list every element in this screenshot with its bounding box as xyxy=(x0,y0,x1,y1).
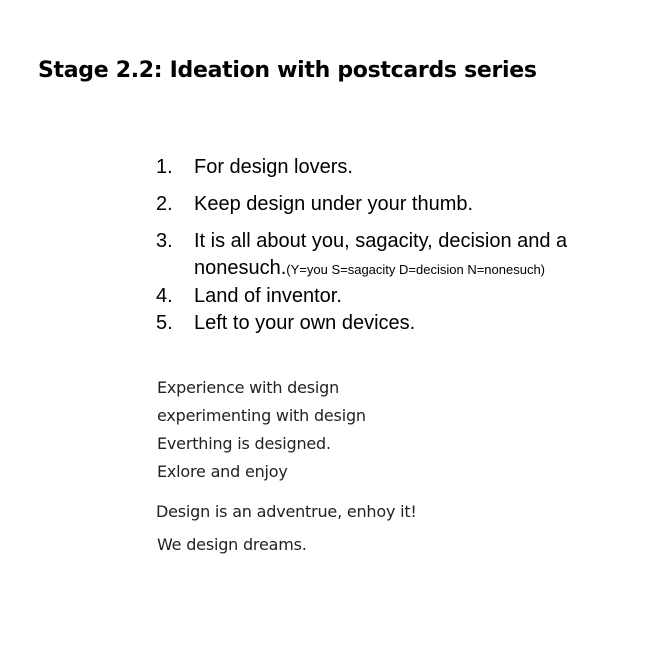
extra-line: Design is an adventrue, enhoy it! xyxy=(156,502,417,521)
list-note: (Y=you S=sagacity D=decision N=nonesuch) xyxy=(286,262,546,277)
extra-line: experimenting with design xyxy=(157,406,366,425)
list-number: 3. xyxy=(156,230,173,252)
list-item xyxy=(156,283,626,310)
list-text: Left to your own devices. xyxy=(194,312,416,334)
list-text: For design lovers. xyxy=(194,156,353,178)
list-item xyxy=(156,310,626,337)
list-item xyxy=(156,228,626,283)
list-text: Keep design under your thumb. xyxy=(194,193,474,215)
extra-line: We design dreams. xyxy=(157,535,307,554)
list-item xyxy=(156,154,626,181)
extra-line: Exlore and enjoy xyxy=(157,462,288,481)
slogan-list xyxy=(156,154,626,337)
list-text: It is all about you, sagacity, decision and a nonesuch. xyxy=(194,230,568,279)
list-text: Land of inventor. xyxy=(194,285,342,307)
list-number: 4. xyxy=(156,285,173,307)
list-number: 5. xyxy=(156,312,173,334)
list-item xyxy=(156,191,626,218)
extra-line: Everthing is designed. xyxy=(157,434,331,453)
extra-line: Experience with design xyxy=(157,378,340,397)
list-number: 2. xyxy=(156,193,173,215)
extra-slogans xyxy=(157,374,417,559)
page-title: Stage 2.2: Ideation with postcards series xyxy=(38,58,537,83)
list-number: 1. xyxy=(156,156,173,178)
